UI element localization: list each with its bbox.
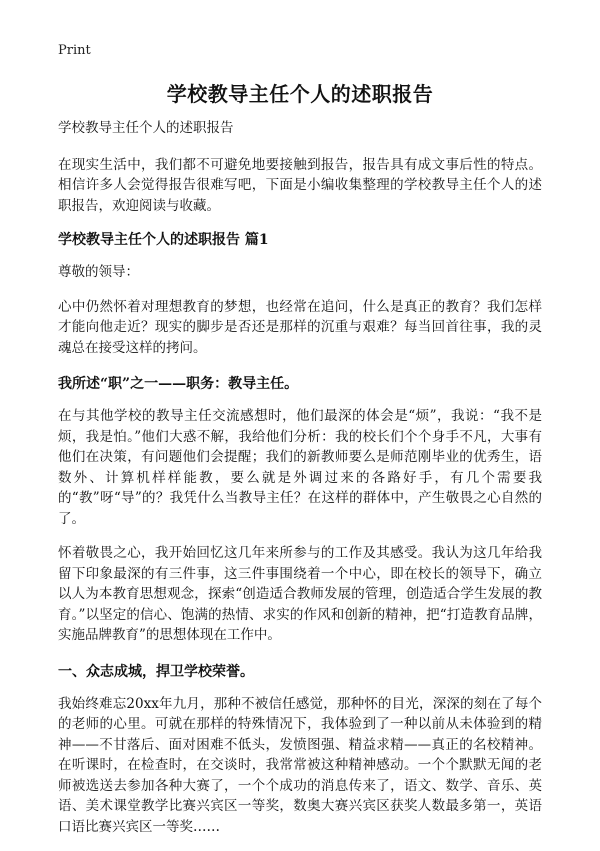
heading-one: 一、众志成城，捍卫学校荣誉。 <box>58 663 254 680</box>
salutation: 尊敬的领导： <box>58 264 139 280</box>
paragraph-4: 我始终难忘20xx年九月，那种不被信任感觉，那种怀的目光，深深的刻在了每个的老师的心里。可就在那样的特殊情况下，我体验到了一种以前从未体验到的精神——不甘落后、面对困难不低头，发愤图强、精益求精——真正的名校精神。在听课时，在检查时，在交谈时，我常常被这种精神感动。一个个默默无闻的老师被选送去参加各种大赛了，一个个成功的消息传来了，语文、数学、音乐、英语、美术课堂教学比赛兴宾区一等奖，数奥大赛兴宾区获奖人数最多第一，英语口语比赛兴宾区一等奖…… <box>58 695 542 835</box>
heading-duty: 我所述“职”之一——职务：教导主任。 <box>58 376 299 392</box>
intro-paragraph: 在现实生活中，我们都不可避免地要接触到报告，报告具有成文事后性的特点。相信许多人会觉得报告很难写吧，下面是小编收集整理的学校教导主任个人的述职报告，欢迎阅读与收藏。 <box>58 156 542 214</box>
document-body <box>58 118 542 851</box>
paragraph-2: 在与其他学校的教导主任交流感想时，他们最深的体会是“烦”，我说：“我不是烦，我是怕。”他们大惑不解，我给他们分析：我的校长们个个身手不凡，大事有他们在决策，有问题他们会提醒；我们的新教师要么是师范刚毕业的优秀生，语数外、计算机样样能教，要么就是外调过来的各路好手，有几个需要我的“教”呀“导”的？我凭什么当教导主任？在这样的群体中，产生敬畏之心自然的了。 <box>58 408 542 527</box>
document-subtitle: 学校教导主任个人的述职报告 <box>58 120 234 136</box>
paragraph-1: 心中仍然怀着对理想教育的梦想，也经常在追问，什么是真正的教育？我们怎样才能向他走近？现实的脚步是否还是那样的沉重与艰难？每当回首往事，我的灵魂总在接受这样的拷问。 <box>58 298 542 356</box>
paragraph-3: 怀着敬畏之心，我开始回忆这几年来所参与的工作及其感受。我认为这几年给我留下印象最深的有三件事，这三件事围绕着一个中心，即在校长的领导下，确立以人为本教育思想观念，探索“创造适合教师发展的管理，创造适合学生发展的教育。”以坚定的信心、饱满的热情、求实的作风和创新的精神，把“打造教育品牌，实施品牌教育”的思想体现在工作中。 <box>58 545 542 643</box>
section-heading-1: 学校教导主任个人的述职报告 篇1 <box>58 232 269 248</box>
document-title: 学校教导主任个人的述职报告 <box>166 82 434 106</box>
print-link[interactable]: Print <box>58 43 91 58</box>
